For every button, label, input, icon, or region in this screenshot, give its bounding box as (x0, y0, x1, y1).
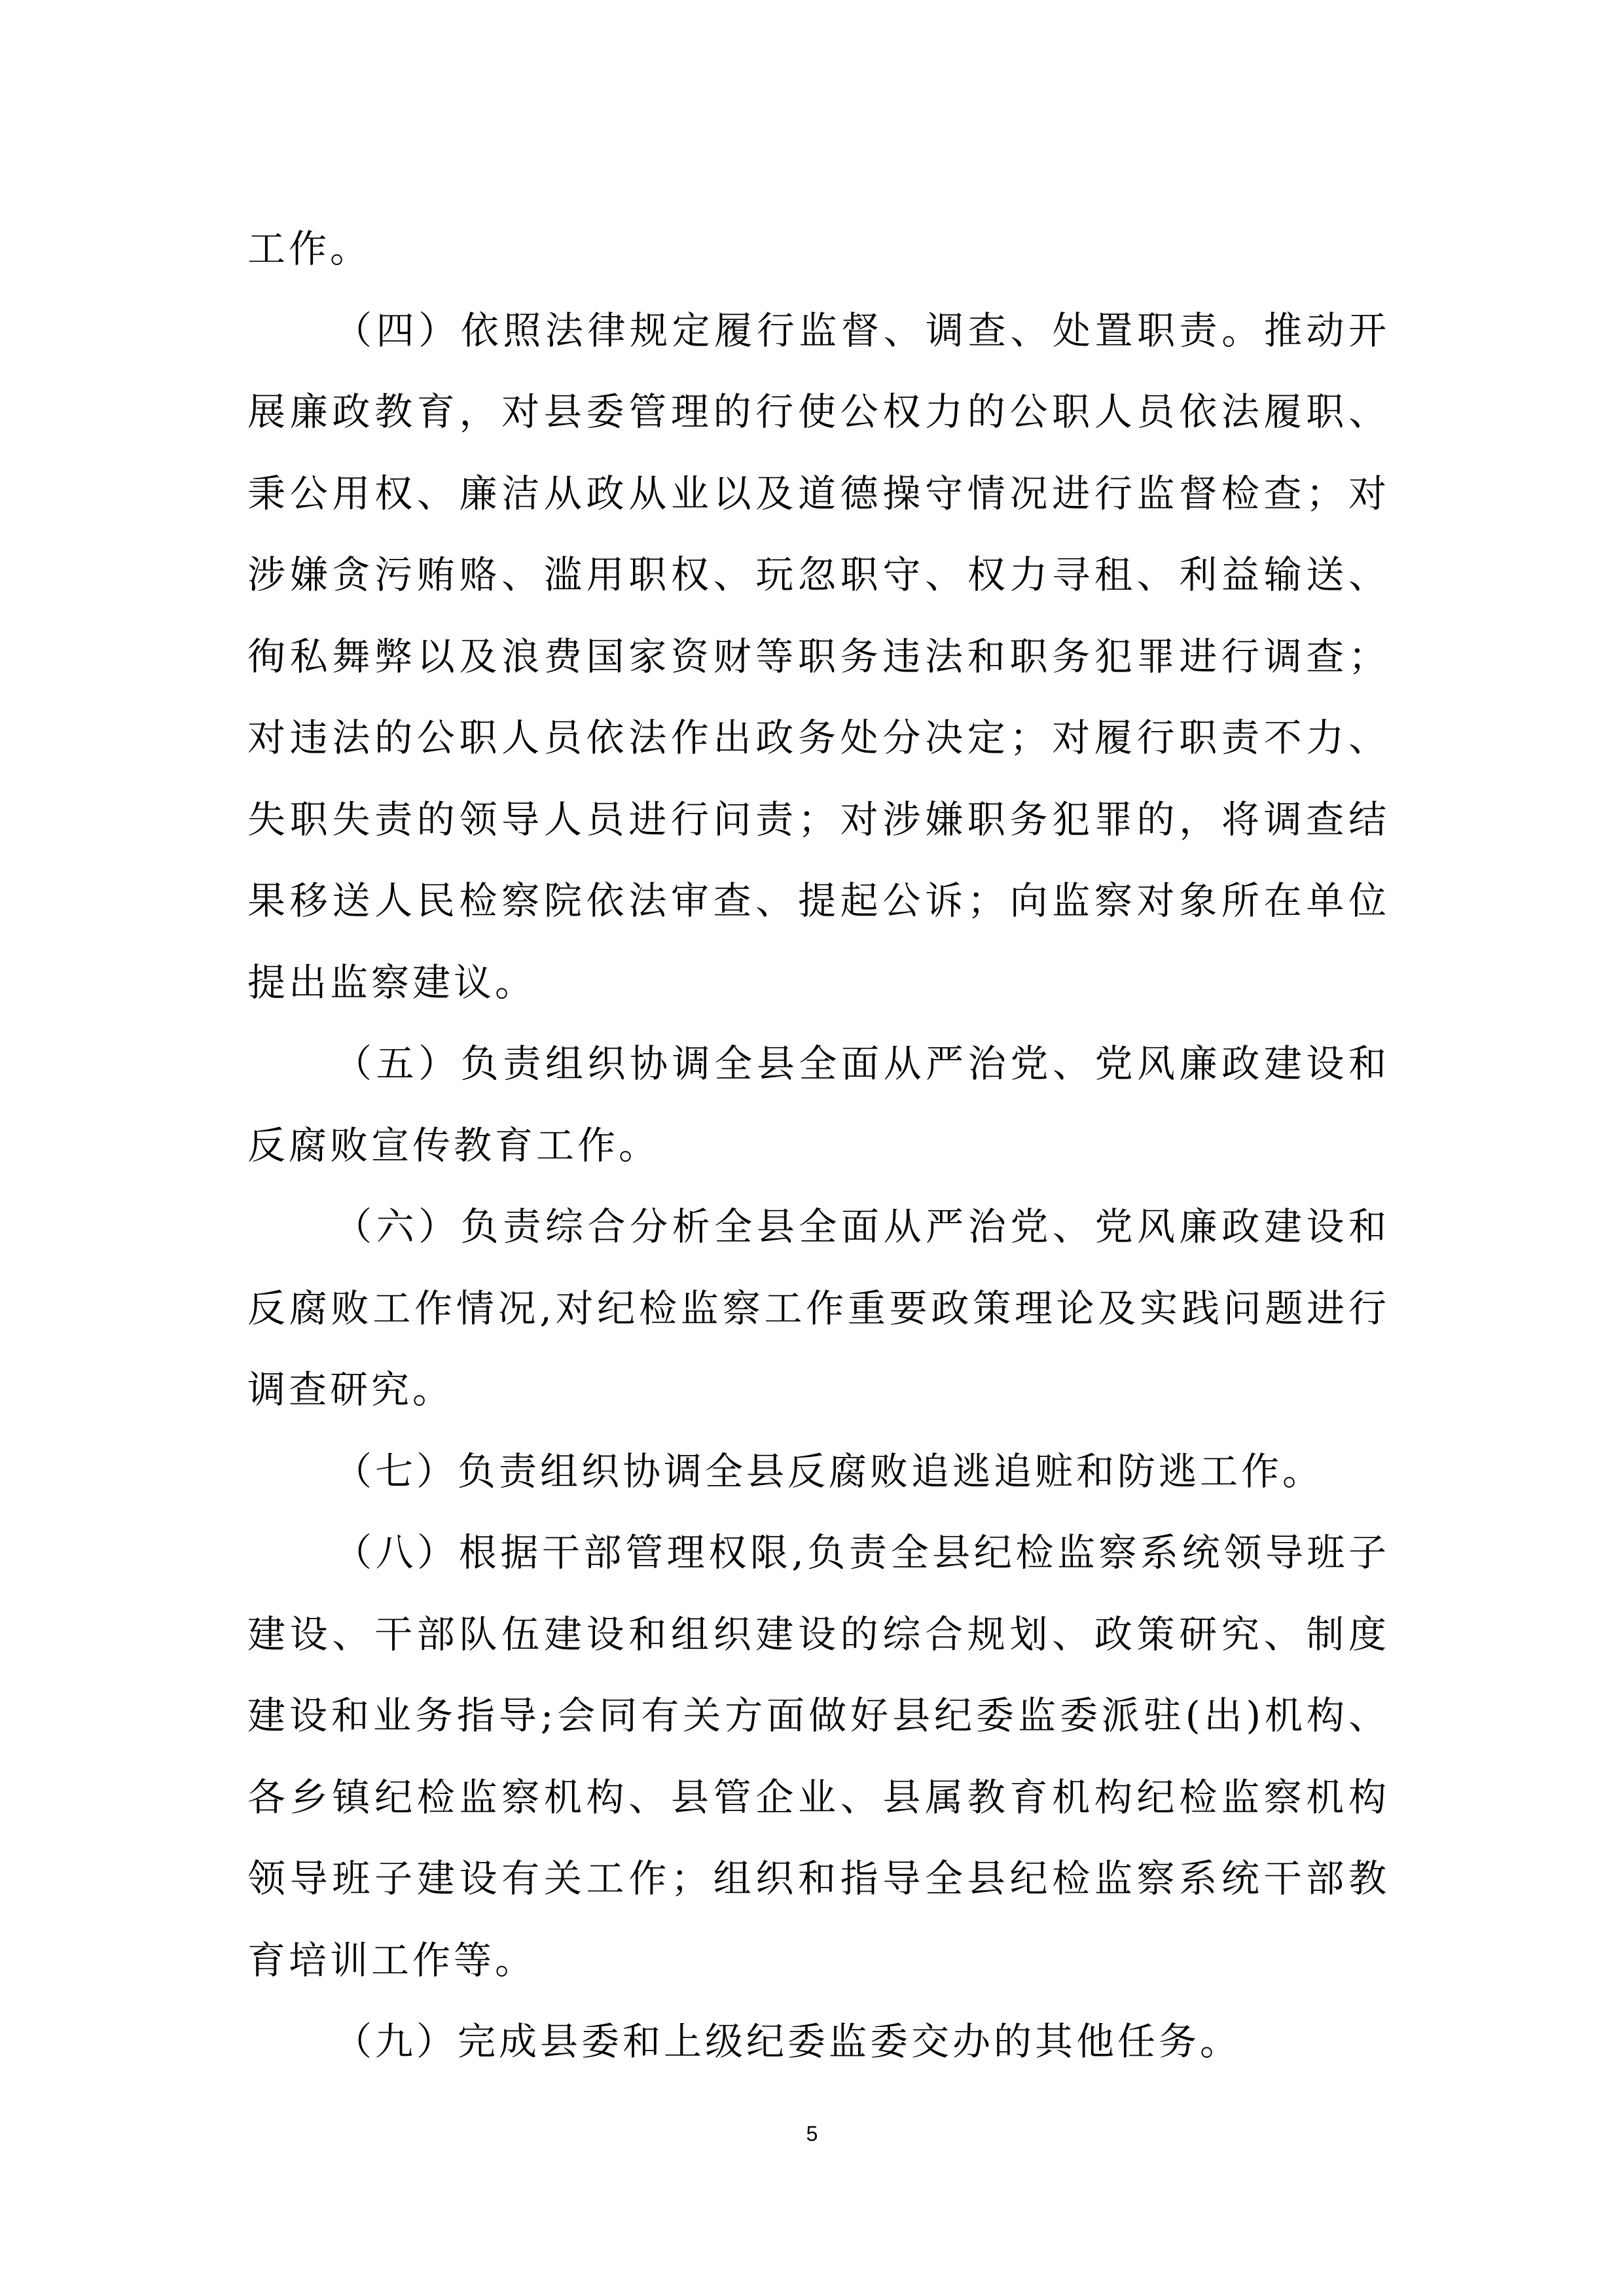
paragraph-item-7: （七）负责组织协调全县反腐败追逃追赃和防逃工作。 (334, 1448, 1324, 1494)
paragraph-item-4: （四）依照法律规定履行监督、调查、处置职责。推动开展廉政教育，对县委管理的行使公权力的公职人员依法履职、秉公用权、廉洁从政从业以及道德操守情况进行监督检查；对涉嫌贪污贿赂、滥用职权、玩忽职守、权力寻租、利益输送、徇私舞弊以及浪费国家资财等职务违法和职务犯罪进行调查；对违法的公职人员依法作出政务处分决定；对履行职责不力、失职失责的领导人员进行问责；对涉嫌职务犯罪的，将调查结果移送人民检察院依法审查、提起公诉；向监察对象所在单位提出监察建议。 (247, 308, 1390, 1005)
paragraph-continuation: 工作。 (247, 226, 372, 271)
paragraph-item-5: （五）负责组织协调全县全面从严治党、党风廉政建设和反腐败宣传教育工作。 (247, 1041, 1390, 1168)
document-body (247, 208, 1390, 2083)
paragraph-item-8: （八）根据干部管理权限,负责全县纪检监察系统领导班子建设、干部队伍建设和组织建设的综合规划、政策研究、制度建设和业务指导;会同有关方面做好县纪委监委派驻(出)机构、各乡镇纪检监察机构、县管企业、县属教育机构纪检监察机构领导班子建设有关工作；组织和指导全县纪检监察系统干部教育培训工作等。 (247, 1530, 1390, 1982)
paragraph-item-9: （九）完成县委和上级纪委监委交办的其他任务。 (334, 2019, 1242, 2064)
paragraph-item-6: （六）负责综合分析全县全面从严治党、党风廉政建设和反腐败工作情况,对纪检监察工作重要政策理论及实践问题进行调查研究。 (247, 1204, 1390, 1412)
page-number: 5 (806, 2122, 818, 2145)
